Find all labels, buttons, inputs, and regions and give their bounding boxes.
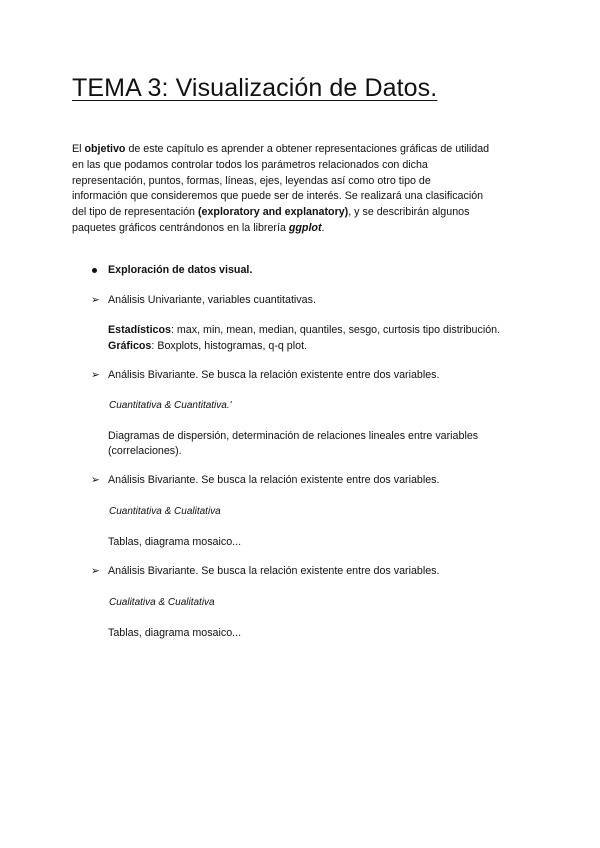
section-subtype: Cuantitativa & Cualitativa: [109, 506, 221, 517]
intro-text: .: [321, 221, 325, 234]
section-description: Tablas, diagrama mosaico...: [108, 536, 242, 548]
section-description: (correlaciones).: [108, 445, 182, 457]
arrow-bullet-icon: ➢: [91, 474, 100, 486]
intro-text: del tipo de representación: [72, 206, 198, 219]
section-heading: Análisis Bivariante. Se busca la relación existente entre dos variables.: [108, 565, 440, 577]
intro-paragraph: [72, 142, 532, 237]
section-subtype: Cualitativa & Cualitativa: [109, 597, 215, 608]
intro-bold-exploratory: (exploratory and explanatory): [197, 206, 349, 219]
section-description: Tablas, diagrama mosaico...: [108, 627, 242, 639]
intro-text: información que consideremos que puede ser de interés. Se realizará una clasificación: [72, 190, 484, 203]
intro-text: representación, puntos, formas, líneas, ejes, leyendas así como otro tipo de: [72, 174, 431, 187]
section-heading: Análisis Bivariante. Se busca la relación existente entre dos variables.: [108, 369, 440, 381]
intro-text: El: [72, 143, 85, 155]
arrow-bullet-icon: ➢: [91, 294, 100, 306]
arrow-bullet-icon: ➢: [91, 565, 100, 577]
intro-bold-ggplot: ggplot: [288, 221, 322, 234]
bullet-heading: Exploración de datos visual.: [108, 264, 253, 276]
section-heading: Análisis Univariante, variables cuantitativas.: [108, 294, 316, 306]
section-heading: Análisis Bivariante. Se busca la relación existente entre dos variables.: [108, 474, 440, 486]
section-description: Diagramas de dispersión, determinación de relaciones lineales entre variables: [108, 430, 479, 442]
intro-text: de este capítulo es aprender a obtener representaciones gráficas de utilidad: [125, 143, 490, 155]
stats-line: Estadísticos: max, min, mean, median, quantiles, sesgo, curtosis tipo distribución.: [108, 324, 501, 336]
section-subtype: Cuantitativa & Cuantitativa.': [109, 400, 232, 411]
intro-bold-objetivo: objetivo: [84, 143, 126, 155]
intro-text: en las que podamos controlar todos los parámetros relacionados con dicha: [72, 158, 428, 171]
bullet-dot: [92, 268, 97, 273]
intro-text: , y se describirán algunos: [348, 206, 470, 219]
intro-text: paquetes gráficos centrándonos en la librería: [72, 221, 289, 234]
arrow-bullet-icon: ➢: [91, 369, 100, 381]
graphs-line: Gráficos: Boxplots, histogramas, q-q plot.: [108, 340, 308, 352]
page-title: TEMA 3: Visualización de Datos.: [72, 74, 438, 102]
